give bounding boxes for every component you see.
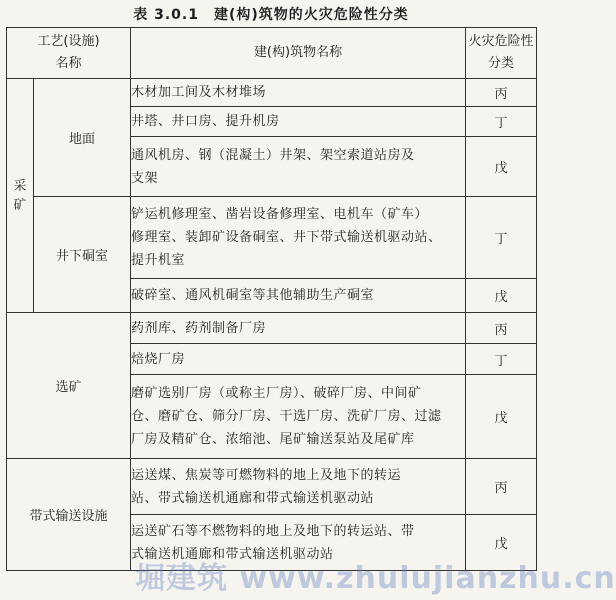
building-line: 磨矿选别厂房（或称主厂房）、破碎厂房、中间矿 xyxy=(131,386,422,401)
header-building-name: 建(构)筑物名称 xyxy=(131,28,466,79)
building-line: 式输送机通廊和带式输送机驱动站 xyxy=(131,546,334,562)
building-line: 铲运机修理室、凿岩设备修理室、电机车（矿车） xyxy=(131,207,429,222)
category-mining-char2: 矿 xyxy=(13,197,27,213)
building-cell xyxy=(131,313,466,344)
hazard-class-cell: 丁 xyxy=(466,197,537,279)
category-mining-char1: 采 xyxy=(13,178,27,194)
building-cell xyxy=(131,459,466,515)
building-line: 运送煤、焦炭等可燃物料的地上及地下的转运 xyxy=(131,467,402,483)
building-line: 仓、磨矿仓、筛分厂房、干选厂房、洗矿厂房、过滤 xyxy=(131,409,442,424)
building-line: 药剂库、药剂制备厂房 xyxy=(131,320,267,336)
building-line: 站、带式输送机通廊和带式输送机驱动站 xyxy=(131,490,375,506)
hazard-class-cell: 戊 xyxy=(466,137,537,197)
table-header-row xyxy=(7,28,537,79)
table-row xyxy=(7,197,537,279)
building-cell xyxy=(131,107,466,137)
building-cell xyxy=(131,515,466,571)
header-process-line1: 工艺(设施) xyxy=(37,34,100,49)
building-cell xyxy=(131,279,466,313)
building-cell xyxy=(131,197,466,279)
building-line: 运送矿石等不燃物料的地上及地下的转运站、带 xyxy=(131,523,415,539)
header-hazard-line2: 分类 xyxy=(487,56,514,71)
header-hazard-class xyxy=(466,28,537,79)
building-line: 支架 xyxy=(131,170,159,186)
subcategory-underground: 井下硐室 xyxy=(34,197,131,313)
table-caption: 表 3.0.1 建(构)筑物的火灾危险性分类 xyxy=(133,7,409,23)
table-row xyxy=(7,313,537,344)
building-line: 厂房及精矿仓、浓缩池、尾矿输送泵站及尾矿库 xyxy=(131,432,415,447)
building-cell xyxy=(131,344,466,375)
table-row xyxy=(7,459,537,515)
building-line: 井塔、井口房、提升机房 xyxy=(131,114,280,129)
building-line: 焙烧厂房 xyxy=(131,351,186,367)
header-process-name xyxy=(7,28,131,79)
hazard-class-cell: 丁 xyxy=(466,107,537,137)
building-cell xyxy=(131,375,466,459)
building-line: 破碎室、通风机硐室等其他辅助生产硐室 xyxy=(131,288,375,303)
building-cell xyxy=(131,79,466,107)
subcategory-ground: 地面 xyxy=(34,79,131,197)
category-conveyor: 带式输送设施 xyxy=(7,459,131,571)
hazard-class-cell: 丙 xyxy=(466,313,537,344)
fire-hazard-table xyxy=(6,27,537,571)
hazard-class-cell: 戊 xyxy=(466,515,537,571)
header-process-line2: 名称 xyxy=(55,56,82,71)
hazard-class-cell: 戊 xyxy=(466,375,537,459)
building-line: 通风机房、钢（混凝土）井架、架空索道站房及 xyxy=(131,147,415,163)
hazard-class-cell: 丙 xyxy=(466,459,537,515)
hazard-class-cell: 丁 xyxy=(466,344,537,375)
header-hazard-line1: 火灾危险性 xyxy=(468,34,534,49)
table-row xyxy=(7,79,537,107)
hazard-class-cell: 戊 xyxy=(466,279,537,313)
building-cell xyxy=(131,137,466,197)
hazard-class-cell: 丙 xyxy=(466,79,537,107)
building-line: 修理室、装卸矿设备硐室、井下带式输送机驱动站、 xyxy=(131,230,442,245)
category-mining xyxy=(7,79,34,313)
watermark: 堀建筑 www.zhulujianzhu.cn xyxy=(135,561,616,596)
building-line: 木材加工间及木材堆场 xyxy=(131,85,267,100)
building-line: 提升机室 xyxy=(131,253,186,268)
category-dressing: 选矿 xyxy=(7,313,131,459)
